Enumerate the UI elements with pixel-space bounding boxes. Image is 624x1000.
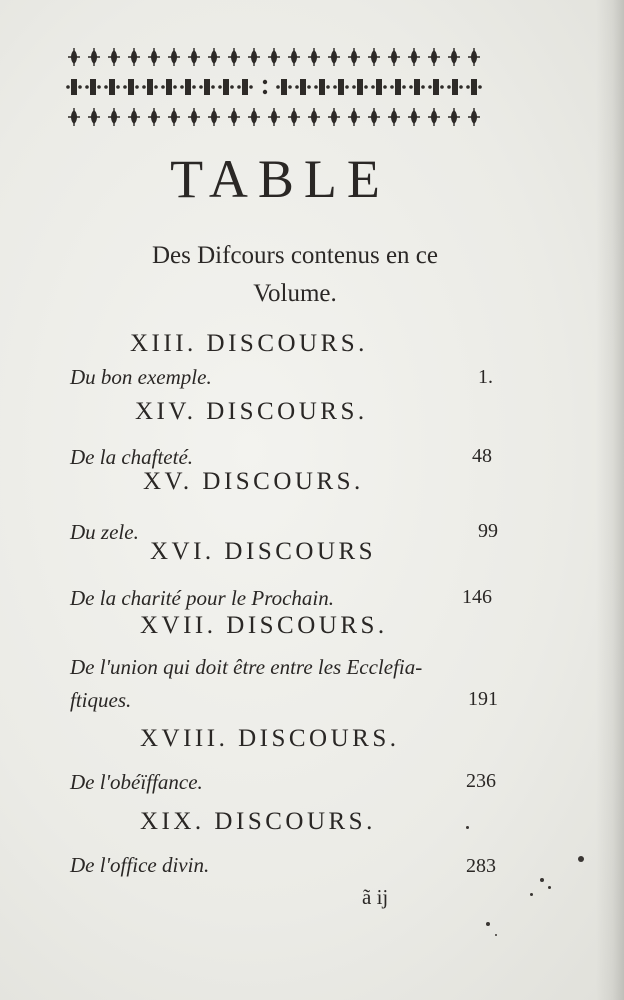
paper-speck: [486, 922, 490, 926]
paper-speck: [530, 893, 533, 896]
discourse-entry-title: De l'obéïffance.: [70, 770, 203, 794]
discourse-heading: XVII. DISCOURS.: [140, 612, 388, 639]
page-number: 146: [462, 586, 492, 608]
paper-speck: [548, 886, 551, 889]
paper-speck: [578, 856, 584, 862]
discourse-heading: XVIII. DISCOURS.: [140, 725, 400, 752]
ornament-row-middle: [66, 79, 482, 95]
binding-shadow: [596, 0, 624, 1000]
discourse-entry-title: Du zele.: [70, 520, 139, 544]
ornament-band: [62, 45, 486, 129]
subtitle: [60, 237, 530, 313]
page-title: TABLE: [170, 149, 390, 209]
paper-speck: [495, 934, 497, 936]
discourse-entry-title: De la chafteté.: [70, 445, 194, 469]
signature-mark: ã ij: [362, 885, 389, 909]
discourse-heading: XIV. DISCOURS.: [135, 398, 368, 425]
page-number: 191: [468, 688, 498, 710]
subtitle-line-2: Volume.: [253, 280, 337, 307]
discourse-heading: XIII. DISCOURS.: [130, 330, 368, 357]
subtitle-line-1: Des Difcours contenus en ce: [151, 242, 438, 269]
paper-speck: [466, 826, 469, 829]
discourse-entry-title-continued: ftiques.: [70, 688, 132, 712]
page-number: 99: [478, 520, 498, 542]
discourse-entry-title: Du bon exemple.: [70, 365, 212, 389]
page-number: 283: [466, 855, 496, 877]
discourse-entry-title: De la charité pour le Prochain.: [70, 586, 335, 610]
discourse-heading: XVI. DISCOURS: [150, 538, 377, 565]
discourse-entry-title: De l'union qui doit être entre les Ecclefia-: [70, 655, 423, 679]
discourse-heading: XIX. DISCOURS.: [140, 808, 376, 835]
discourse-heading: XV. DISCOURS.: [143, 468, 364, 495]
paper-speck: [540, 878, 544, 882]
page-number: 48: [472, 445, 492, 467]
ornament-row-top: [68, 48, 480, 66]
page-number: 1.: [478, 366, 493, 388]
discourse-entry-title: De l'office divin.: [70, 853, 210, 877]
page-number: 236: [466, 770, 496, 792]
ornament-row-bottom: [68, 108, 480, 126]
